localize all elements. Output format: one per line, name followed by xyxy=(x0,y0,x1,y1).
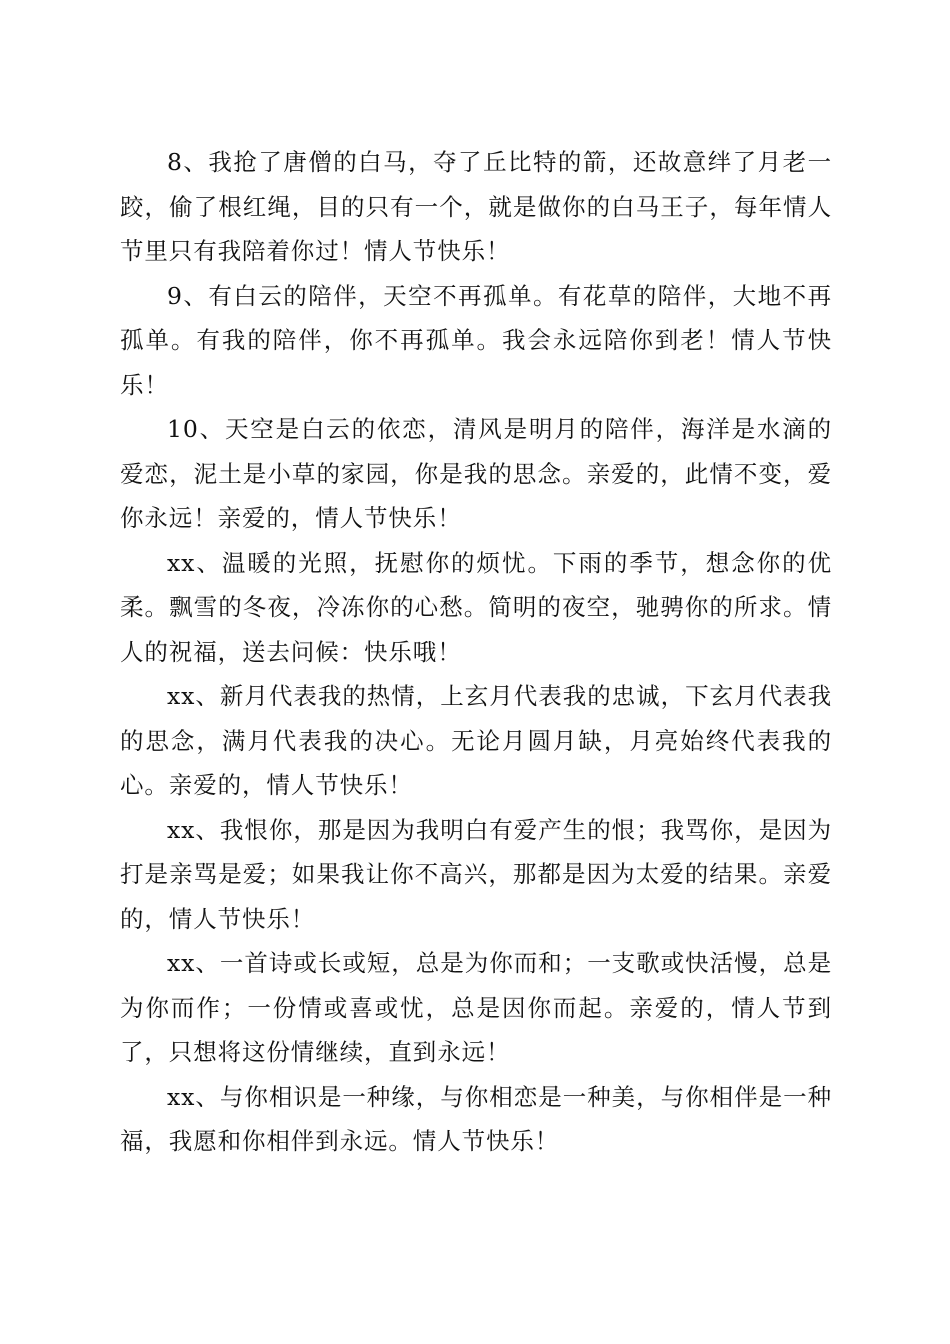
paragraph-2: 9、有白云的陪伴，天空不再孤单。有花草的陪伴，大地不再孤单。有我的陪伴，你不再孤单。我会永远陪你到老！情人节快乐！ xyxy=(120,281,832,399)
paragraph-8: xx、与你相识是一种缘，与你相恋是一种美，与你相伴是一种福，我愿和你相伴到永远。情人节快乐！ xyxy=(120,1082,832,1155)
paragraph-5: xx、新月代表我的热情，上玄月代表我的忠诚，下玄月代表我的思念，满月代表我的决心。无论月圆月缺，月亮始终代表我的心。亲爱的，情人节快乐！ xyxy=(120,682,832,799)
document-body xyxy=(120,140,832,1164)
paragraph-7: xx、一首诗或长或短，总是为你而和；一支歌或快活慢，总是为你而作；一份情或喜或忧，总是因你而起。亲爱的，情人节到了，只想将这份情继续，直到永远！ xyxy=(120,949,832,1066)
paragraph-3: 10、天空是白云的依恋，清风是明月的陪伴，海洋是水滴的爱恋，泥土是小草的家园，你是我的思念。亲爱的，此情不变，爱你永远！亲爱的，情人节快乐！ xyxy=(120,415,832,532)
paragraph-1: 8、我抢了唐僧的白马，夺了丘比特的箭，还故意绊了月老一跤，偷了根红绳，目的只有一个，就是做你的白马王子，每年情人节里只有我陪着你过！情人节快乐！ xyxy=(120,148,832,265)
paragraph-4: xx、温暖的光照，抚慰你的烦忧。下雨的季节，想念你的优柔。飘雪的冬夜，冷冻你的心愁。简明的夜空，驰骋你的所求。情人的祝福，送去问候：快乐哦！ xyxy=(120,548,832,666)
paragraph-6: xx、我恨你，那是因为我明白有爱产生的恨；我骂你，是因为打是亲骂是爱；如果我让你不高兴，那都是因为太爱的结果。亲爱的，情人节快乐！ xyxy=(120,815,832,933)
